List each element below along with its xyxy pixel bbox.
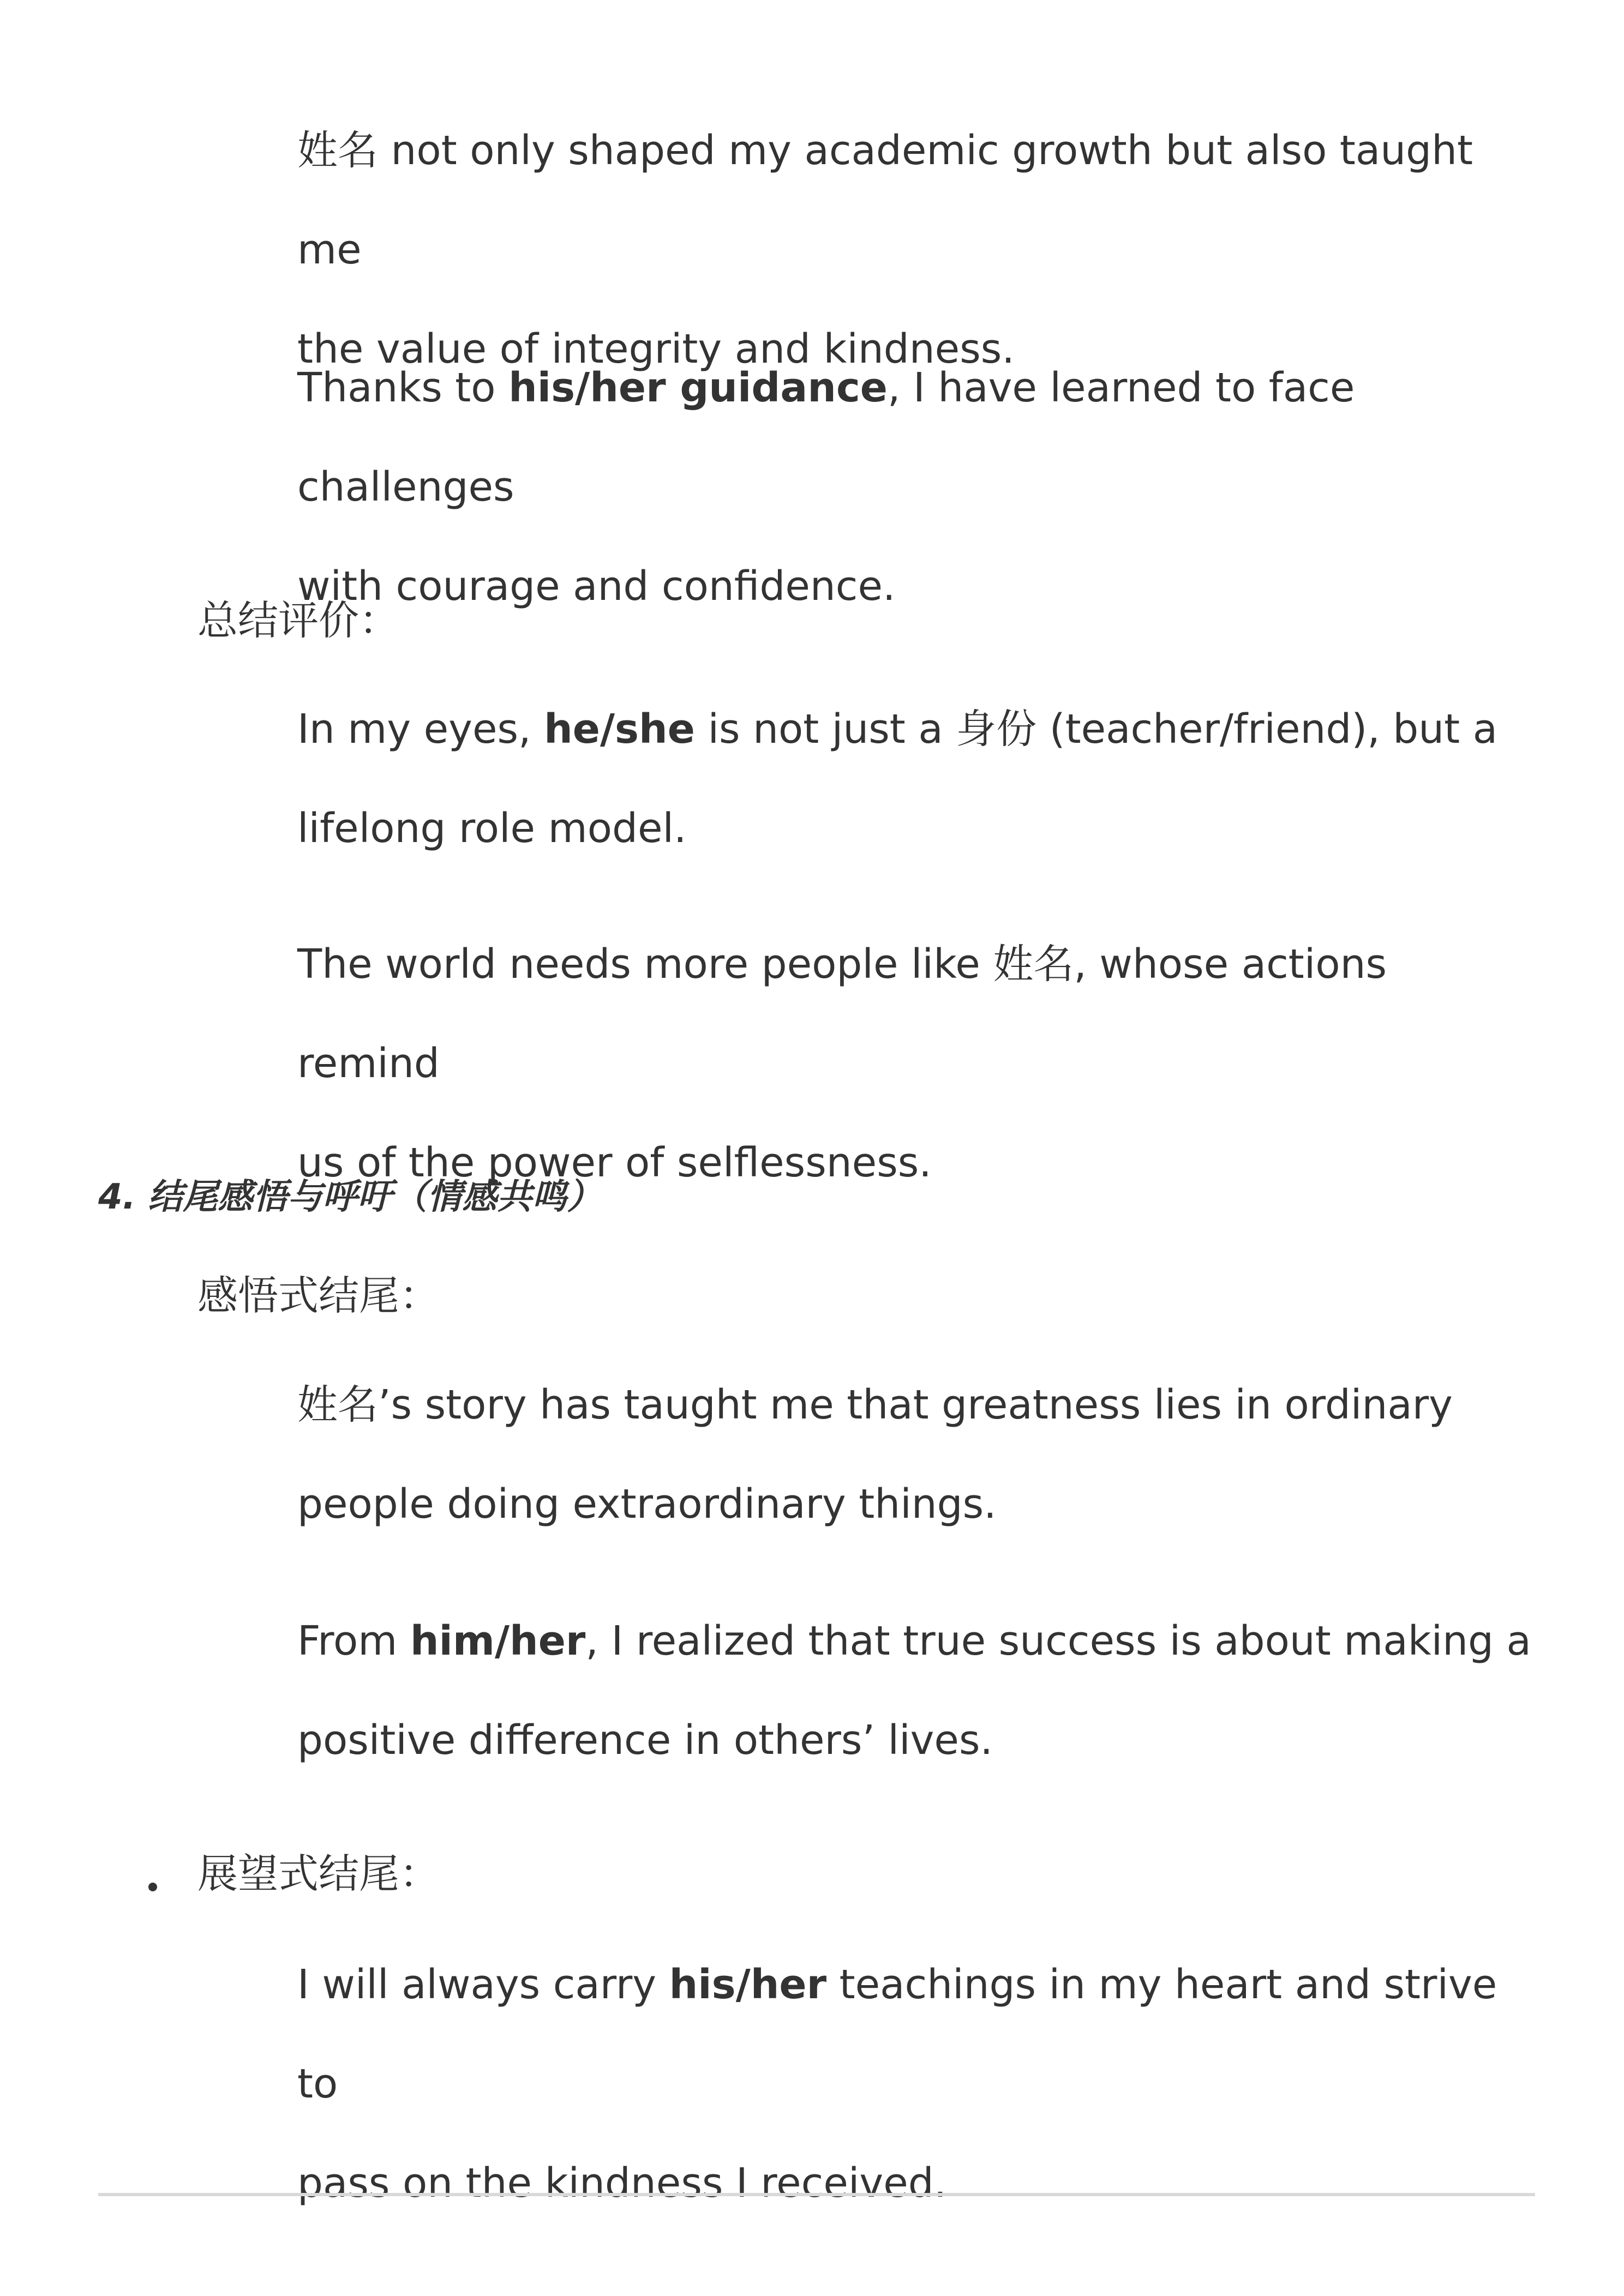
paragraph-true-success xyxy=(297,1591,1541,1790)
paragraph-text: Thanks to xyxy=(297,364,509,411)
bullet-icon xyxy=(148,1883,157,1891)
paragraph-text: with courage and confidence. xyxy=(297,563,896,610)
paragraph-text: The world needs more people like 姓名, whose actions remind xyxy=(297,941,1387,1087)
section-4-heading: 4. 结尾感悟与呼吁（情感共鸣） xyxy=(98,1177,602,1217)
paragraph-text: , I have learned to face challenges xyxy=(297,364,1355,510)
bold-phrase: his/her xyxy=(669,1961,827,2008)
paragraph-text: I will always carry xyxy=(297,1961,669,2008)
paragraph-text: the value of integrity and kindness. xyxy=(297,326,1015,372)
paragraph-text: not only shaped my academic growth but also taught me xyxy=(297,127,1473,273)
paragraph-text: is not just a 身份 (teacher/friend), but a xyxy=(694,706,1498,753)
bold-phrase: his/her guidance xyxy=(508,364,888,411)
paragraph-text: us of the power of selflessness. xyxy=(297,1139,932,1186)
reflection-ending-heading: 感悟式结尾： xyxy=(197,1272,440,1319)
paragraph-greatness xyxy=(297,1355,1541,1554)
paragraph-guidance xyxy=(297,338,1541,636)
outlook-ending-heading: 展望式结尾： xyxy=(197,1850,440,1897)
horizontal-divider xyxy=(98,2193,1535,2196)
bold-phrase: he/she xyxy=(544,706,695,753)
paragraph-text: In my eyes, xyxy=(297,706,544,753)
paragraph-text: positive difference in others’ lives. xyxy=(297,1717,993,1764)
paragraph-teachings xyxy=(297,1935,1541,2233)
paragraph-text: people doing extraordinary things. xyxy=(297,1481,997,1528)
paragraph-text: teachings in my heart and strive to xyxy=(297,1961,1497,2107)
paragraph-role-model xyxy=(297,680,1541,878)
paragraph-text: , I realized that true success is about making a xyxy=(585,1618,1531,1664)
paragraph-text: 姓名’s story has taught me that greatness lies in ordinary xyxy=(297,1381,1453,1428)
paragraph-text: From xyxy=(297,1618,410,1664)
summary-heading: 总结评价： xyxy=(197,597,399,644)
paragraph-text: lifelong role model. xyxy=(297,805,687,852)
name-placeholder: 姓名 xyxy=(297,127,378,174)
paragraph-text: pass on the kindness I received. xyxy=(297,2160,947,2207)
bold-phrase: him/her xyxy=(410,1618,586,1664)
paragraph-selflessness xyxy=(297,915,1541,1212)
